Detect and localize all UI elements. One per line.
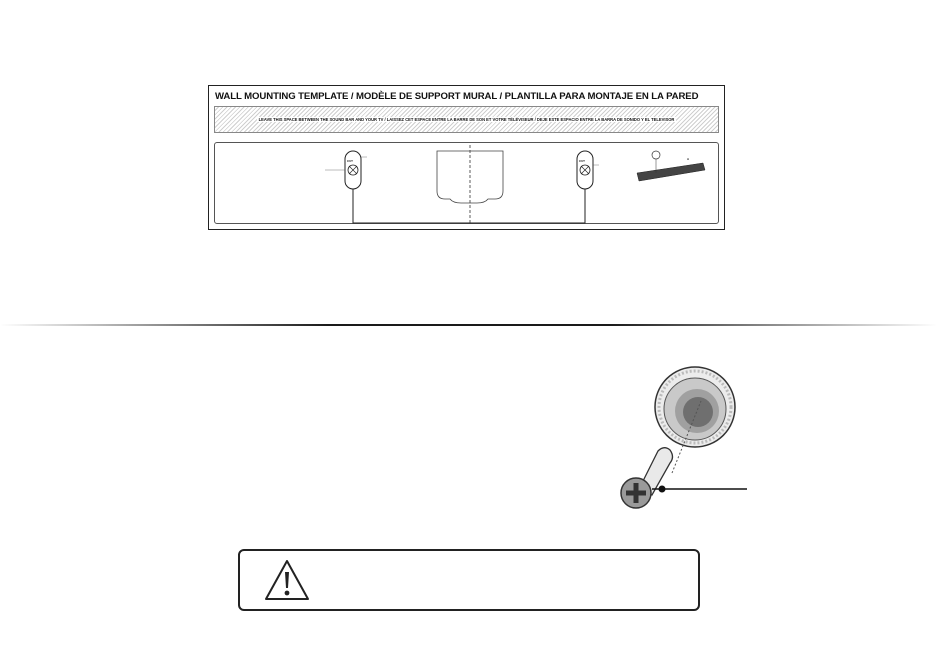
anchor-screw-illustration <box>600 355 760 520</box>
keyhole-connector-line <box>353 189 585 223</box>
wall-mounting-template <box>208 85 725 230</box>
left-hole-label: CUT <box>347 159 353 163</box>
wall-anchor-icon <box>655 367 735 447</box>
mounting-plate <box>214 142 719 224</box>
phillips-screw-icon <box>621 448 673 508</box>
callout-dot <box>659 486 666 493</box>
soundbar-illustration-icon <box>637 151 705 181</box>
soundbar-letter: A <box>687 157 690 161</box>
left-keyhole <box>325 151 367 189</box>
right-hole-label: CUT <box>579 159 585 163</box>
warning-triangle-icon <box>264 558 310 602</box>
space-band <box>214 106 719 133</box>
space-note: LEAVE THIS SPACE BETWEEN THE SOUND BAR AND YOUR TV / LAISSEZ CET ESPACE ENTRE LA BARRE DE SON ET VOTRE TÉLÉVISEUR / DEJE ESTE ESPACIO ENTRE LA BARRA DE SONIDO Y EL TELEVISOR <box>258 117 675 122</box>
section-divider <box>0 324 937 326</box>
template-title: WALL MOUNTING TEMPLATE / MODÈLE DE SUPPORT MURAL / PLANTILLA PARA MONTAJE EN LA PARED <box>215 91 699 102</box>
warning-box <box>238 549 700 611</box>
right-keyhole <box>577 151 599 189</box>
mounting-plate-drawing <box>215 143 720 225</box>
